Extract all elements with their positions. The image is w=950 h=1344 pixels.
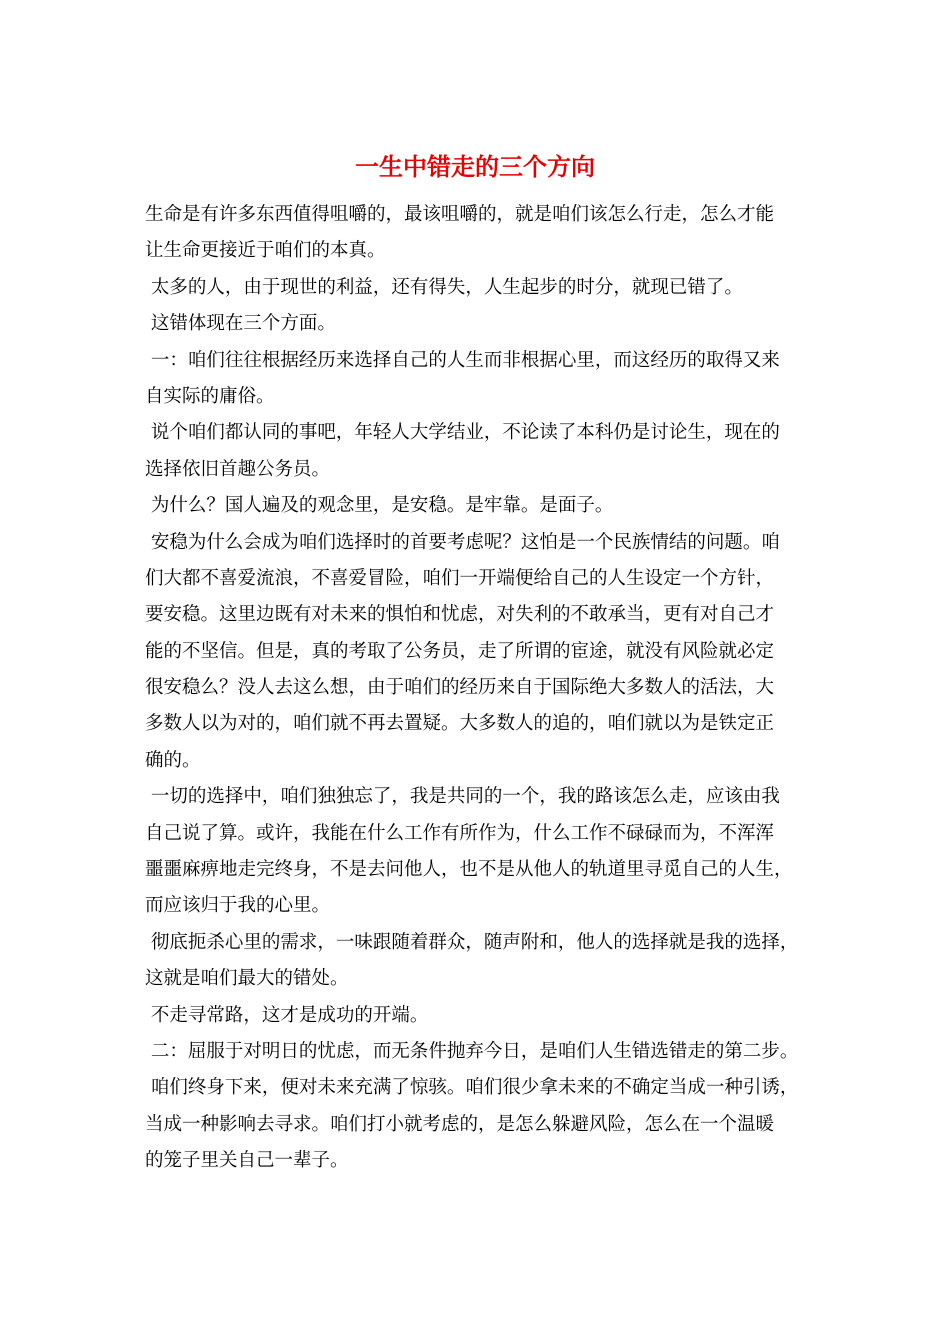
text-line: 能的不坚信。但是，真的考取了公务员，走了所谓的宦途，就没有风险就必定 [145,640,775,662]
text-line: 彻底扼杀心里的需求，一味跟随着群众，随声附和，他人的选择就是我的选择， [145,931,799,953]
text-line: 很安稳么？没人去这么想，由于咱们的经历来自于国际绝大多数人的活法，大 [145,677,775,699]
text-line: 自己说了算。或许，我能在什么工作有所作为，什么工作不碌碌而为，不浑浑 [145,822,775,844]
text-line: 当成一种影响去寻求。咱们打小就考虑的，是怎么躲避风险，怎么在一个温暖 [145,1113,775,1135]
text-line: 让生命更接近于咱们的本真。 [145,240,386,262]
text-line: 要安稳。这里边既有对未来的惧怕和忧虑，对失利的不敢承当，更有对自己才 [145,604,775,626]
document-title: 一生中错走的三个方向 [355,153,595,181]
text-line: 选择依旧首趣公务员。 [145,458,331,480]
text-line: 咱们终身下来，便对未来充满了惊骇。咱们很少拿未来的不确定当成一种引诱， [145,1077,799,1099]
text-line: 一切的选择中，咱们独独忘了，我是共同的一个，我的路该怎么走，应该由我 [145,786,780,808]
text-line: 多数人以为对的，咱们就不再去置疑。大多数人的追的，咱们就以为是铁定正 [145,713,775,735]
text-line: 一：咱们往往根据经历来选择自己的人生而非根据心里，而这经历的取得又来 [145,349,780,371]
text-line: 噩噩麻痹地走完终身，不是去问他人，也不是从他人的轨道里寻觅自己的人生， [145,859,793,881]
text-line: 为什么？国人遍及的观念里，是安稳。是牢靠。是面子。 [145,495,614,517]
text-line: 而应该归于我的心里。 [145,895,331,917]
text-line: 确的。 [145,749,201,771]
text-line: 们大都不喜爱流浪，不喜爱冒险，咱们一开端便给自己的人生设定一个方针， [145,567,775,589]
text-line: 太多的人，由于现世的利益，还有得失，人生起步的时分，就现已错了。 [145,276,743,298]
text-line: 这就是咱们最大的错处。 [145,968,349,990]
text-line: 说个咱们都认同的事吧，年轻人大学结业，不论读了本科仍是讨论生，现在的 [145,422,780,444]
text-line: 这错体现在三个方面。 [145,313,336,335]
text-line: 的笼子里关自己一辈子。 [145,1150,349,1172]
document-body [145,197,825,1180]
text-line: 生命是有许多东西值得咀嚼的，最该咀嚼的，就是咱们该怎么行走，怎么才能 [145,204,775,225]
text-line: 不走寻常路，这才是成功的开端。 [145,1004,429,1026]
text-line: 安稳为什么会成为咱们选择时的首要考虑呢？这怕是一个民族情结的问题。咱 [145,531,780,553]
text-line: 自实际的庸俗。 [145,385,275,407]
text-line: 二：屈服于对明日的忧虑，而无条件抛弃今日，是咱们人生错选错走的第二步。 [145,1040,799,1062]
